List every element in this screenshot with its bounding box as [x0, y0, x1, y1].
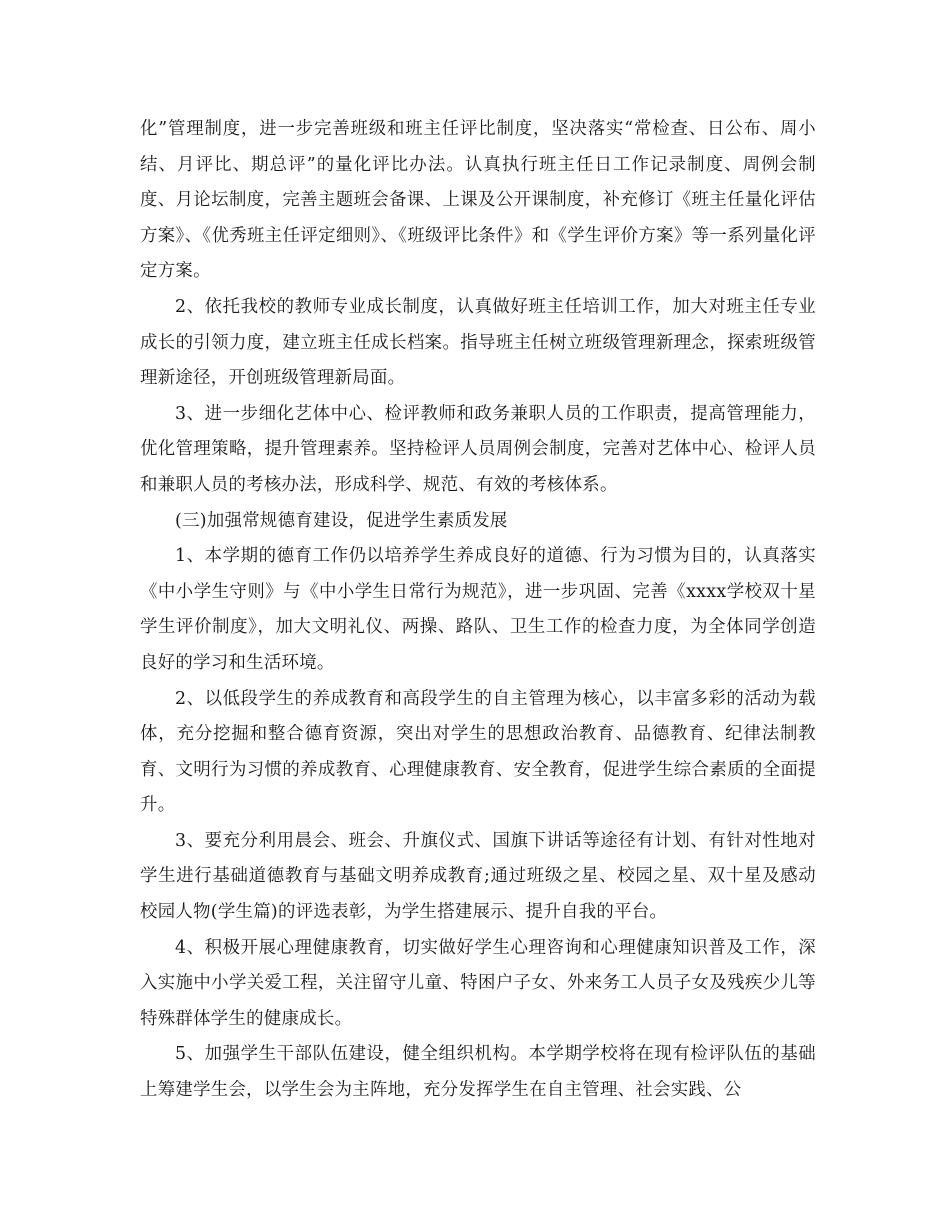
paragraph-item-2-training: 2、依托我校的教师专业成长制度，认真做好班主任培训工作，加大对班主任专业成长的引领力度，建立班主任成长档案。指导班主任树立班级管理新理念，探索班级管理新途径，开创班级管理新局面。 — [140, 296, 816, 389]
paragraph-item-2-activities: 2、以低段学生的养成教育和高段学生的自主管理为核心，以丰富多彩的活动为载体，充分挖掘和整合德育资源，突出对学生的思想政治教育、品德教育、纪律法制教育、文明行为习惯的养成教育、心理健康教育、安全教育，促进学生综合素质的全面提升。 — [140, 688, 816, 816]
paragraph-item-1-moral: 1、本学期的德育工作仍以培养学生养成良好的道德、行为习惯为目的，认真落实《中小学生守则》与《中小学生日常行为规范》，进一步巩固、完善《xxxx学校双十星学生评价制度》，加大文明礼仪、两操、路队、卫生工作的检查力度，为全体同学创造良好的学习和生活环境。 — [140, 546, 816, 673]
document-page — [140, 112, 816, 1109]
paragraph-continued: 化”管理制度，进一步完善班级和班主任评比制度，坚决落实“常检查、日公布、周小结、月评比、期总评”的量化评比办法。认真执行班主任日工作记录制度、周例会制度、月论坛制度，完善主题班会备课、上课及公开课制度，补充修订《班主任量化评估方案》、《优秀班主任评定细则》、《班级评比条件》和《学生评价方案》等一系列量化评定方案。 — [140, 119, 816, 282]
paragraph-item-3-ceremonies: 3、要充分利用晨会、班会、升旗仪式、国旗下讲话等途径有计划、有针对性地对学生进行基础道德教育与基础文明养成教育;通过班级之星、校园之星、双十星及感动校园人物(学生篇)的评选表彰，为学生搭建展示、提升自我的平台。 — [140, 830, 816, 923]
paragraph-item-4-mental-health: 4、积极开展心理健康教育，切实做好学生心理咨询和心理健康知识普及工作，深入实施中小学关爱工程，关注留守儿童、特困户子女、外来务工人员子女及残疾少儿等特殊群体学生的健康成长。 — [140, 937, 816, 1029]
section-heading: (三)加强常规德育建设，促进学生素质发展 — [175, 510, 508, 531]
paragraph-item-3-duties: 3、进一步细化艺体中心、检评教师和政务兼职人员的工作职责，提高管理能力，优化管理策略，提升管理素养。坚持检评人员周例会制度，完善对艺体中心、检评人员和兼职人员的考核办法，形成科学、规范、有效的考核体系。 — [140, 403, 816, 495]
paragraph-item-5-student-leaders: 5、加强学生干部队伍建设，健全组织机构。本学期学校将在现有检评队伍的基础上筹建学生会，以学生会为主阵地，充分发挥学生在自主管理、社会实践、公 — [140, 1044, 816, 1101]
